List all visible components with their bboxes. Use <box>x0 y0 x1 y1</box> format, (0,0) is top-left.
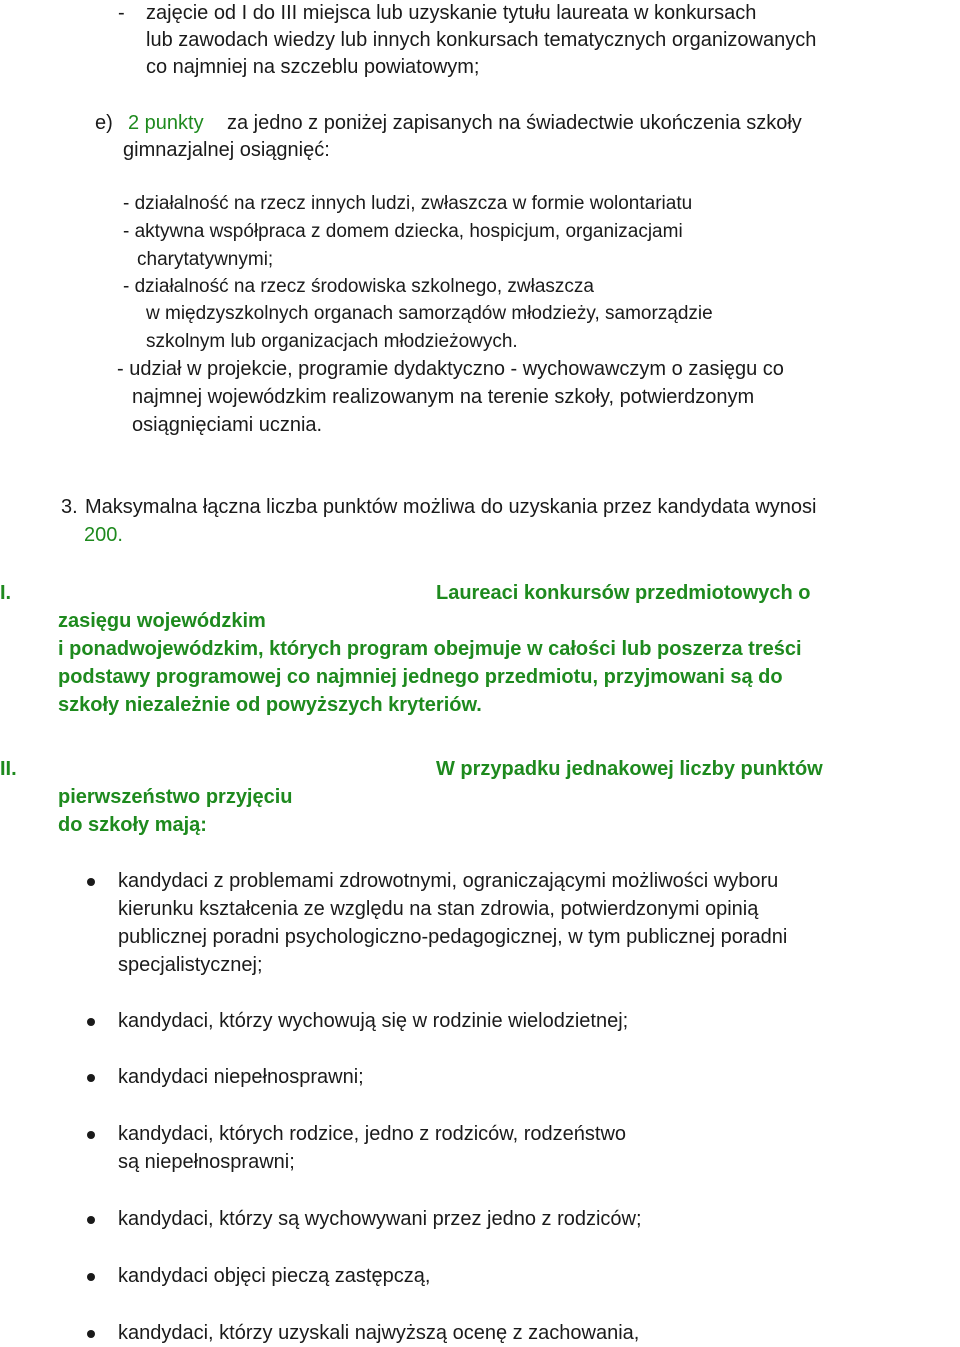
list-item-line: kierunku kształcenia ze względu na stan zdrowia, potwierdzonymi opinią <box>118 898 759 920</box>
bullet-icon <box>87 1074 95 1082</box>
section-heading-line: i ponadwojewódzkim, których program obejmuje w całości lub poszerza treści <box>58 638 802 660</box>
text-line: co najmniej na szczeblu powiatowym; <box>146 56 480 78</box>
dash-marker: - <box>118 2 125 24</box>
section-heading-line: pierwszeństwo przyjęciu <box>58 786 293 808</box>
section-heading-line: szkoły niezależnie od powyższych kryteriów. <box>58 694 482 716</box>
list-item-line: publicznej poradni psychologiczno-pedagogicznej, w tym publicznej poradni <box>118 926 788 948</box>
bullet-icon <box>87 1018 95 1026</box>
text-line: lub zawodach wiedzy lub innych konkursach tematycznych organizowanych <box>146 29 817 51</box>
section-heading-line: podstawy programowej co najmniej jednego przedmiotu, przyjmowani są do <box>58 666 783 688</box>
list-marker: e) <box>95 112 113 134</box>
section-heading-line: zasięgu wojewódzkim <box>58 610 266 632</box>
list-item-line: specjalistycznej; <box>118 954 263 976</box>
achievement-line: - działalność na rzecz innych ludzi, zwłaszcza w formie wolontariatu <box>123 193 693 214</box>
achievement-line: - udział w projekcie, programie dydaktyczno - wychowawczym o zasięgu co <box>117 358 784 380</box>
achievement-line: najmnej wojewódzkim realizowanym na terenie szkoły, potwierdzonym <box>132 386 755 408</box>
list-item-line: kandydaci, którzy są wychowywani przez jedno z rodziców; <box>118 1208 642 1230</box>
text-line: zajęcie od I do III miejsca lub uzyskanie tytułu laureata w konkursach <box>146 2 757 24</box>
achievement-line: - działalność na rzecz środowiska szkolnego, zwłaszcza <box>123 276 594 297</box>
list-number: 3. <box>61 496 78 518</box>
list-item-line: kandydaci, którzy wychowują się w rodzinie wielodzietnej; <box>118 1010 629 1032</box>
roman-numeral: II. <box>0 758 17 780</box>
bullet-icon <box>87 1131 95 1139</box>
roman-numeral: I. <box>0 582 12 604</box>
text-line: za jedno z poniżej zapisanych na świadectwie ukończenia szkoły <box>227 112 802 134</box>
achievement-line: - aktywna współpraca z domem dziecka, hospicjum, organizacjami <box>123 221 683 242</box>
list-item-line: kandydaci, których rodzice, jedno z rodziców, rodzeństwo <box>118 1123 627 1145</box>
max-points-value: 200. <box>84 524 123 546</box>
achievement-line: szkolnym lub organizacjach młodzieżowych. <box>146 331 518 352</box>
achievement-line: w międzyszkolnych organach samorządów młodzieży, samorządzie <box>146 303 713 324</box>
achievement-line: osiągnięciami ucznia. <box>132 414 323 436</box>
list-item-line: kandydaci niepełnosprawni; <box>118 1066 364 1088</box>
list-item-line: są niepełnosprawni; <box>118 1151 295 1173</box>
list-item-line: kandydaci z problemami zdrowotnymi, ograniczającymi możliwości wyboru <box>118 870 779 892</box>
points-label: 2 punkty <box>128 112 204 134</box>
list-item-line: kandydaci objęci pieczą zastępczą, <box>118 1265 431 1287</box>
bullet-icon <box>87 1273 95 1281</box>
achievement-line: charytatywnymi; <box>137 249 274 270</box>
section-heading-line: Laureaci konkursów przedmiotowych o <box>436 582 811 604</box>
text-line: gimnazjalnej osiągnięć: <box>123 139 330 161</box>
text-line: Maksymalna łączna liczba punktów możliwa do uzyskania przez kandydata wynosi <box>85 496 817 518</box>
list-item-line: kandydaci, którzy uzyskali najwyższą ocenę z zachowania, <box>118 1322 640 1344</box>
section-heading-line: W przypadku jednakowej liczby punktów <box>436 758 823 780</box>
bullet-icon <box>87 1216 95 1224</box>
section-heading-line: do szkoły mają: <box>58 814 207 836</box>
bullet-icon <box>87 1330 95 1338</box>
bullet-icon <box>87 878 95 886</box>
